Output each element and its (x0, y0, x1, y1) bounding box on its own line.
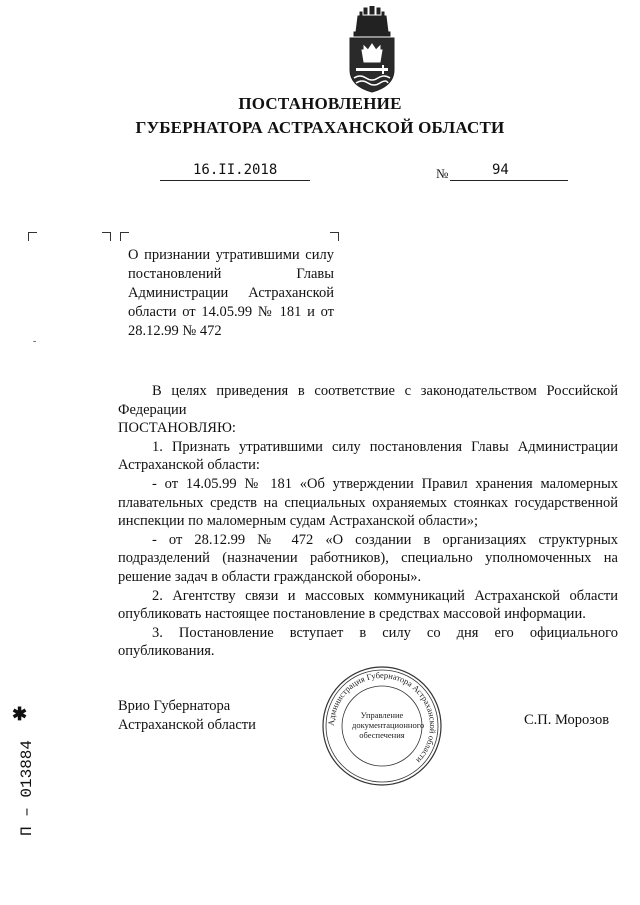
item-1: 1. Признать утратившими силу постановления Главы Администрации Астраханской области: (118, 438, 618, 474)
seal-inner-text: Управление документационного обеспечения (352, 710, 425, 740)
corner-bracket-left (28, 232, 37, 241)
serial-number-block (4, 739, 74, 842)
corner-bracket-mid-right (120, 232, 129, 241)
signer-position-line2: Астраханской области (118, 717, 256, 733)
number-sign: № (436, 166, 449, 181)
document-body (118, 382, 618, 661)
document-subject: О признании утратившими силу постановлений Главы Администрации Астраханской области от 14.05.99 № 181 и от 28.12.99 № 472 (128, 247, 334, 339)
document-number: 94 (492, 162, 509, 178)
margin-mark: - (33, 336, 37, 347)
serial-number: П – 013884 (18, 739, 36, 836)
signer-position (118, 697, 256, 735)
corner-bracket-right (330, 232, 339, 241)
item-3: 3. Постановление вступает в силу со дня его официального опубликования. (118, 624, 618, 660)
document-date: 16.II.2018 (193, 162, 278, 178)
seal-outer-text: Администрация Губернатора Астраханской области (325, 669, 439, 766)
issuer-title: ГУБЕРНАТОРА АСТРАХАНСКОЙ ОБЛАСТИ (135, 118, 505, 137)
preamble-paragraph: В целях приведения в соответствие с законодательством Российской Федерации (118, 383, 618, 418)
signer-position-line1: Врио Губернатора (118, 698, 231, 714)
item-1-a: - от 14.05.99 № 181 «Об утверждении Правил хранения маломерных плавательных средств на специальных охраняемых стоянках государственной инспекции по маломерным судам Астраханской области»; (118, 475, 618, 530)
serial-mark: ✱ (12, 704, 28, 724)
corner-bracket-mid-left (102, 232, 111, 241)
item-1-b: - от 28.12.99 № 472 «О создании в организациях структурных подразделений (назначении работников), специально уполномоченных на решение задач в области гражданской обороны». (118, 531, 618, 585)
date-underline (160, 180, 310, 181)
number-underline (450, 180, 568, 181)
decree-word: ПОСТАНОВЛЯЮ: (118, 420, 236, 437)
coat-of-arms-emblem (346, 6, 398, 94)
signer-name: С.П. Морозов (524, 712, 610, 728)
item-2: 2. Агентству связи и массовых коммуникаций Астраханской области опубликовать настоящее постановление в средствах массовой информации. (118, 587, 618, 623)
document-type-title: ПОСТАНОВЛЕНИЕ (238, 94, 402, 113)
